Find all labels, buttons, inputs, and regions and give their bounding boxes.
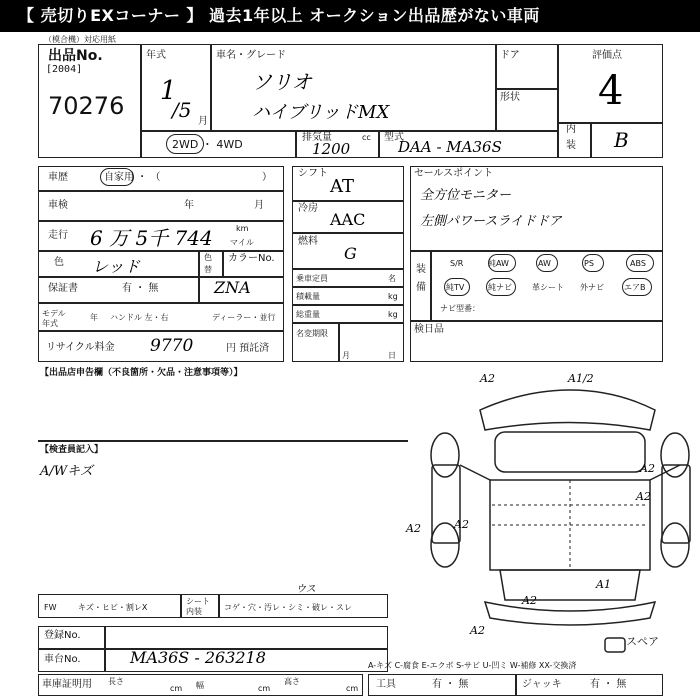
mileage-label: 走行 [48,230,68,241]
equipment-label-1: 装 [416,264,426,275]
damage-mark-5: A2 [406,522,421,535]
changes-day: 日 [388,351,396,360]
changes-month: 月 [342,351,350,360]
spare-label: スペア [626,635,659,648]
shift-label: シフト [298,168,328,179]
shape-label: 形状 [500,92,520,103]
damage-mark-9: A2 [470,624,485,637]
fw-label: FW [44,603,57,612]
subtitle-partial: （模合機）対応用紙 [44,35,116,44]
drive-text: 2WD ・ 4WD [172,138,243,151]
evaluation-label: 評価点 [592,50,622,61]
car-name-label: 車名・グレード [216,50,286,61]
chassis-label: 車台No. [44,654,81,665]
equip-jaw: 純AW [488,259,509,268]
color-value: レッド [92,257,140,276]
car-diagram [400,370,700,660]
sales-point-1: 全方位モニター [420,188,512,203]
damage-mark-4: A2 [636,490,651,503]
equipment-label-2: 備 [416,282,426,293]
car-name: ソリオ [252,70,312,94]
memo-label: 検日品 [414,324,444,335]
fuel-value: G [344,244,357,263]
navi-label: ナビ型番： [440,304,480,313]
report-label: 【出品店申告欄（不良箇所・欠品・注意事項等）】 [40,368,243,378]
inspector-note: A/Wキズ [40,464,93,479]
model-row-year: 年 [90,313,98,322]
inspection-label: 車検 [48,200,68,211]
color-code-value: ZNA [214,278,251,297]
car-grade: ハイブリッドMX [252,102,390,123]
fw-interior-2: 内装 [186,607,202,616]
history-label: 車歴 [48,172,68,183]
repaint-label-2: 替 [204,265,212,274]
cert-width: 幅 [196,681,204,690]
drive-circle [166,134,204,154]
cert-unit-1: cm [170,684,183,693]
equip-sr: S/R [450,259,464,268]
model-year-month: 月 [198,116,208,127]
registration-label: 登録No. [44,630,81,641]
model-year-label: 年式 [146,50,166,61]
jack-label: ジャッキ [522,679,562,690]
warranty-label: 保証書 [48,283,78,294]
cert-unit-3: cm [346,684,359,693]
shift-value: AT [330,176,355,197]
fw-interior-1: シート [186,597,210,606]
mileage-value: 6 万 5千 744 [90,226,213,250]
damage-mark-3: A2 [640,462,655,475]
model-type-value: DAA - MA36S [398,138,502,156]
legend-text: A-キズ C-腐食 E-エクボ S-サビ U-凹ミ W-補修 XX-交換済 [368,661,577,670]
recycle-label: リサイクル料金 [46,342,115,353]
equip-airbag: エアB [624,283,646,292]
warranty-options: 有 ・ 無 [122,283,159,294]
model-year-value-top: 1 [160,76,177,106]
color-code-label: カラーNo. [228,253,275,264]
model-row-dealer: ディーラー・並行 [212,313,276,322]
damage-mark-6: A2 [454,518,469,531]
equip-circle-abs [626,254,654,272]
tools-options: 有 ・ 無 [432,679,469,690]
interior-label-1: 内 [566,124,576,135]
ac-value: AAC [330,210,366,229]
equip-circle-ps [582,254,604,272]
equip-extnavi: 外ナビ [580,283,604,292]
interior-value: B [614,128,629,152]
inspection-year: 年 [184,200,194,211]
equip-circle-jtv [444,278,470,296]
equip-circle-aw [536,254,558,272]
equip-circle-jaw [488,254,516,272]
damage-mark-1: A2 [480,372,495,385]
history-options: 自家用 ・ （ [104,172,161,183]
equip-circle-jnavi [486,278,516,296]
recycle-unit: 円 預託済 [226,343,270,354]
displacement-value: 1200 [312,140,351,158]
capacity-unit: 名 [388,274,396,283]
usu-note: ウス [296,584,316,595]
doors-label: ドア [500,50,520,61]
equip-aw: AW [538,259,551,268]
inspector-label: 【検査員記入】 [40,445,104,455]
recycle-value: 9770 [150,336,194,356]
inspection-month: 月 [254,200,264,211]
equip-leather: 革シート [532,283,564,292]
gross-unit: kg [388,310,398,319]
cert-length: 長さ [108,677,124,686]
load-unit: kg [388,292,398,301]
mileage-km: km [236,224,249,233]
sales-points-label: セールスポイント [414,168,494,179]
damage-mark-7: A1 [596,578,611,591]
fw-interior-items: コゲ・穴・汚レ・シミ・破レ・スレ [224,603,352,612]
banner: 【 売切りEXコーナー 】 過去1年以上 オークション出品歴がない車両 [0,0,700,32]
damage-mark-2: A1/2 [568,372,594,385]
equip-jtv: 純TV [446,283,465,292]
model-row-label-2: 年式 [42,319,58,328]
model-year-value-bottom: /5 [172,98,192,122]
interior-label-2: 装 [566,140,576,151]
displacement-label: 排気量 [302,132,332,143]
chassis-value: MA36S - 263218 [130,648,266,667]
sales-point-2: 左側パワースライドドア [420,214,562,229]
displacement-unit: cc [362,133,371,142]
fuel-label: 燃料 [298,236,318,247]
history-circle [100,168,134,186]
evaluation-value: 4 [598,68,624,114]
changes-label: 名変期限 [296,329,328,338]
gross-label: 総重量 [296,310,320,319]
cert-label: 車庫証明用 [42,679,92,690]
equip-abs: ABS [630,259,646,268]
mileage-mile: マイル [230,238,254,247]
equip-ps: PS [584,259,594,268]
jack-options: 有 ・ 無 [590,679,627,690]
repaint-label-1: 色 [204,253,212,262]
listing-number: 70276 [48,92,125,120]
model-row-label-1: モデル [42,309,66,318]
ac-label: 冷房 [298,203,318,214]
cert-height: 高さ [284,677,300,686]
model-row-handle: ハンドル 左・右 [110,313,169,322]
fw-items: キズ・ヒビ・割レX [78,603,148,612]
color-label: 色 [54,257,64,268]
damage-mark-8: A2 [522,594,537,607]
equip-jnavi: 純ナビ [488,283,512,292]
cert-unit-2: cm [258,684,271,693]
capacity-label: 乗車定員 [296,274,328,283]
listing-year-stamp: [2004] [46,64,83,75]
equip-circle-airbag [622,278,652,296]
listing-no-label: 出品No. [48,48,103,64]
tools-label: 工具 [376,679,396,690]
model-type-label: 型式 [384,132,404,143]
load-label: 積載量 [296,292,320,301]
history-close: ） [262,172,272,183]
